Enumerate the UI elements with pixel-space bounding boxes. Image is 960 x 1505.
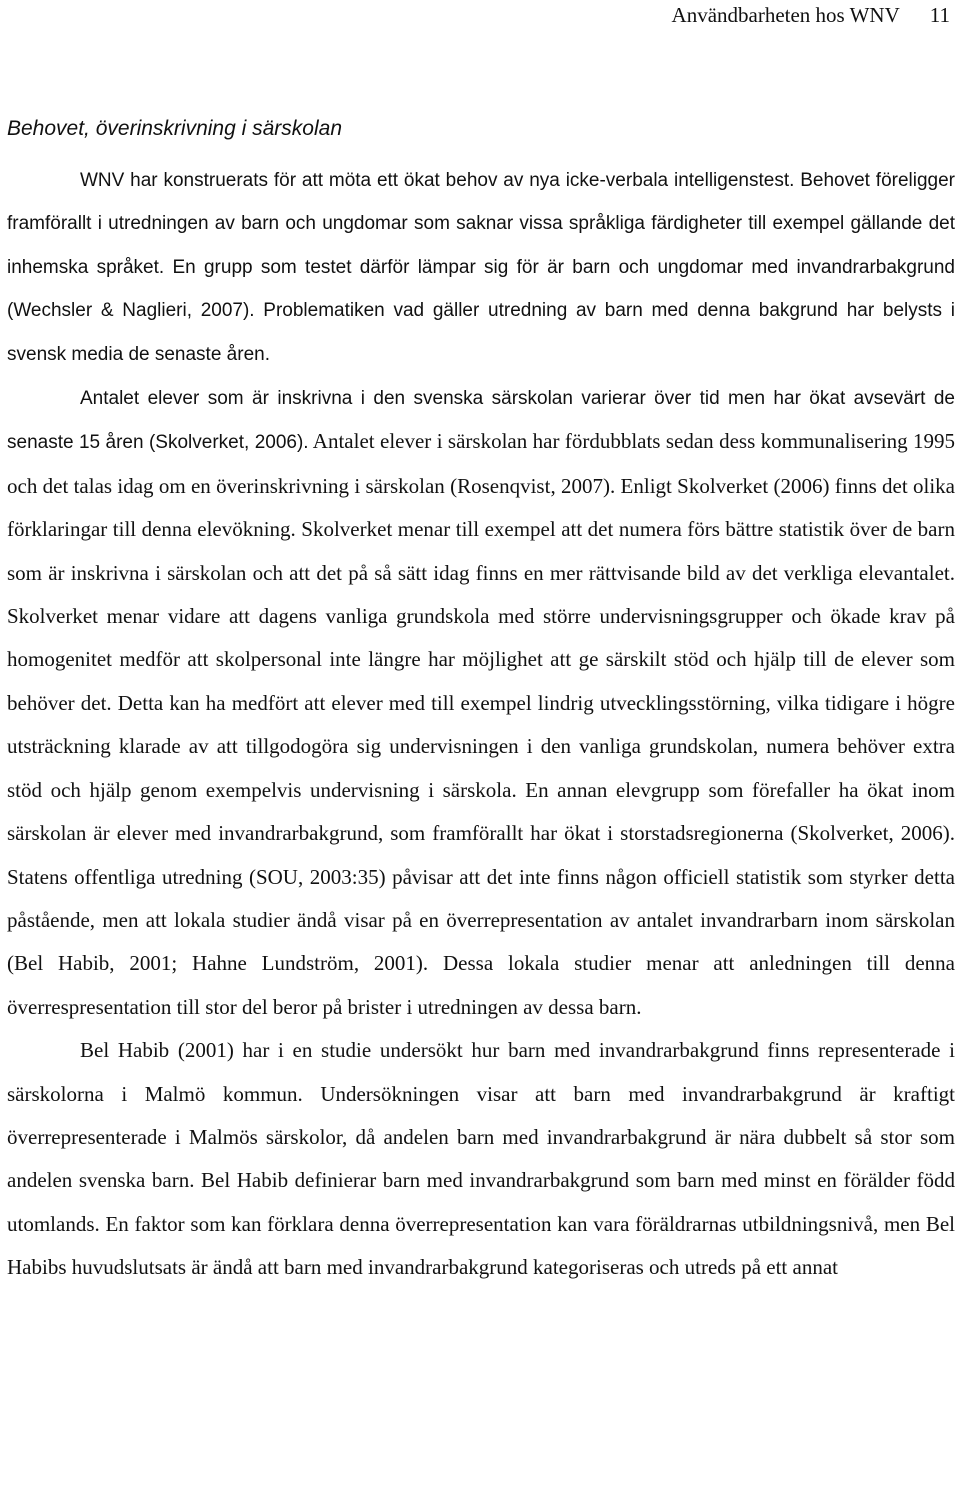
paragraph-1-text: WNV har konstruerats för att möta ett ökat behov av nya icke-verbala intelligenstest. Behovet föreligger framförallt i utredningen av barn och ungdomar som saknar vissa språkliga färdigheter till exempel gällande det inhemska språket. En grupp som testet därför lämpar sig för är barn och ungdomar med invandrarbakgrund (Wechsler & Naglieri, 2007). Problematiken vad gäller utredning av barn med denna bakgrund har belysts i svensk media de senaste åren. <box>7 170 955 365</box>
body-text <box>7 159 955 1290</box>
paragraph-1 <box>7 159 955 376</box>
paragraph-3-text: Bel Habib (2001) har i en studie undersökt hur barn med invandrarbakgrund finns representerade i särskolorna i Malmö kommun. Undersökningen visar att barn med invandrarbakgrund är kraftigt överrepresenterade i Malmös särskolor, då andelen barn med invandrarbakgrund är nära dubbelt så stor som andelen svenska barn. Bel Habib definierar barn med invandrarbakgrund som barn med minst en förälder född utomlands. En faktor som kan förklara denna överrepresentation kan vara föräldrarnas utbildningsnivå, men Bel Habibs huvudslutsats är ändå att barn med invandrarbakgrund kategoriseras och utreds på ett annat <box>7 1038 955 1280</box>
section-heading: Behovet, överinskrivning i särskolan <box>7 117 342 140</box>
running-header <box>672 2 950 28</box>
page-number: 11 <box>929 3 950 27</box>
paragraph-2-sentence-1: Antalet elever som är inskrivna i den svenska särskolan varierar över tid men har ökat avsevärt de senaste 15 åren (Skolverket, 2006). <box>7 388 955 454</box>
paragraph-2-text: Antalet elever i särskolan har fördubblats sedan dess kommunalisering 1995 och det talas idag om en överinskrivning i särskolan (Rosenqvist, 2007). Enligt Skolverket (2006) finns det olika förklaringar till denna elevökning. Skolverket menar till exempel att det numera förs bättre statistik över de barn som är inskrivna i särskolan och att det på så sätt idag finns en mer rättvisande bild av det verkliga elevantalet. Skolverket menar vidare att dagens vanliga grundskola med större undervisningsgrupper och ökade krav på homogenitet medför att skolpersonal inte längre har möjlighet att ge särskilt stöd och hjälp till de elever som behöver det. Detta kan ha medfört att elever med till exempel lindrig utvecklingsstörning, vilka tidigare i högre utsträckning klarade av att tillgodogöra sig undervisningen i den vanliga grundskolan, numera behöver extra stöd och hjälp genom exempelvis undervisning i särskola. En annan elevgrupp som förefaller ha ökat inom särskolan är elever med invandrarbakgrund, som framförallt har ökat i storstadsregionerna (Skolverket, 2006). Statens offentliga utredning (SOU, 2003:35) påvisar att det inte finns någon officiell statistik som styrker detta påstående, men att lokala studier ändå visar på en överrepresentation av antalet invandrarbarn inom särskolan (Bel Habib, 2001; Hahne Lundström, 2001). Dessa lokala studier menar att anledningen till denna överrespresentation till stor del beror på brister i utredningen av dessa barn. <box>7 429 955 1019</box>
paragraph-3 <box>7 1029 955 1289</box>
running-title: Användbarheten hos WNV <box>671 3 900 27</box>
paragraph-2 <box>7 376 955 1029</box>
